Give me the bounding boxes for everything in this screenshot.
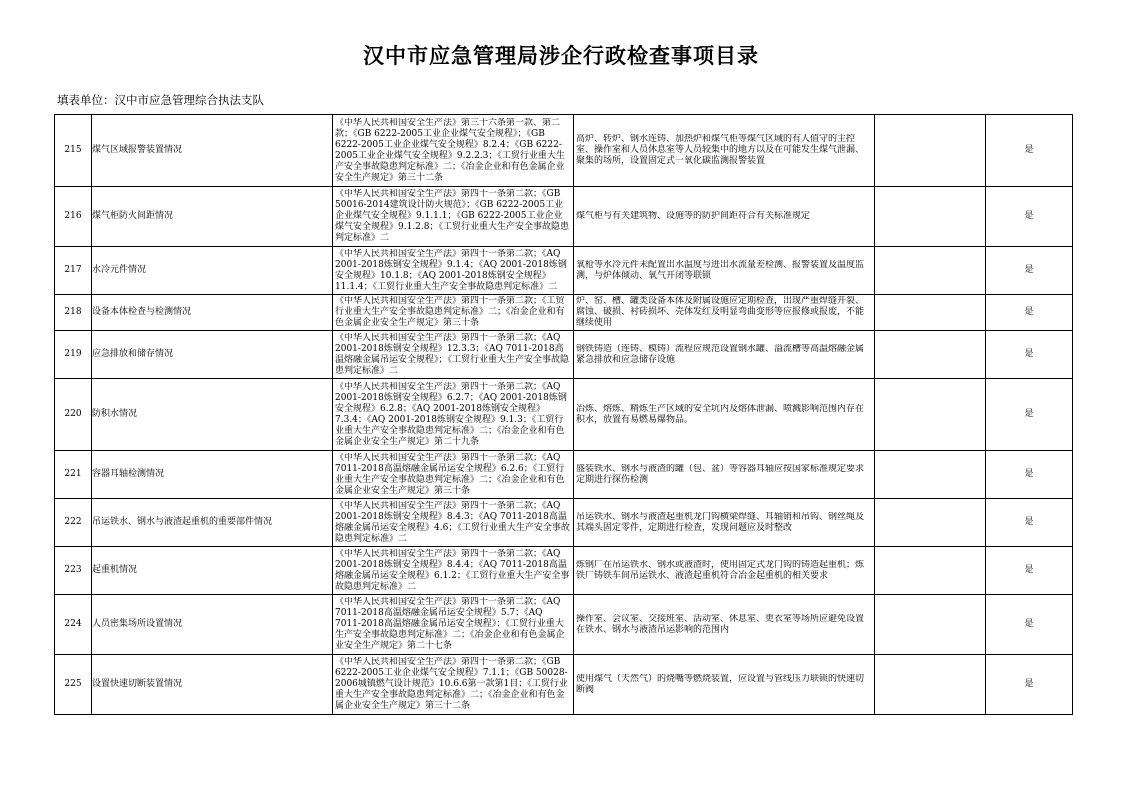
inspection-content-text: 煤气柜与有关建筑物、设施等的防护间距符合有关标准规定 bbox=[576, 211, 811, 221]
row-number: 222 bbox=[55, 499, 92, 547]
legal-basis bbox=[333, 547, 574, 595]
legal-basis bbox=[333, 331, 574, 379]
row-number: 217 bbox=[55, 247, 92, 295]
table-row bbox=[55, 499, 1073, 547]
table-row bbox=[55, 595, 1073, 655]
flag-cell: 是 bbox=[986, 451, 1073, 499]
row-number: 215 bbox=[55, 115, 92, 187]
row-number: 218 bbox=[55, 295, 92, 331]
flag-cell: 是 bbox=[986, 247, 1073, 295]
legal-basis-text: 《中华人民共和国安全生产法》第四十一条第二款；《GB 6222-2005工业企业煤气安全规程》7.1.1；《GB 50028-2006城镇燃气设计规范》10.6.6第一款第1目；《工贸行业重大生产安全事故隐患判定标准》二；《冶金企业和有色金属企业安全生产规定》第三十二条 bbox=[335, 657, 568, 711]
flag-cell: 是 bbox=[986, 295, 1073, 331]
flag-cell: 是 bbox=[986, 115, 1073, 187]
legal-basis-text: 《中华人民共和国安全生产法》第四十一条第二款；《AQ 7011-2018高温熔融金属吊运安全规程》6.2.6；《工贸行业重大生产安全事故隐患判定标准》二；《冶金企业和有色金属企业安全生产规定》第三十条 bbox=[335, 452, 565, 496]
page-title: 汉中市应急管理局涉企行政检查事项目录 bbox=[363, 44, 759, 68]
table-row bbox=[55, 379, 1073, 451]
table-row bbox=[55, 187, 1073, 247]
inspection-content-text: 操作室、会议室、交接班室、活动室、休息室、更衣室等场所应避免设置在铁水、钢水与液渣吊运影响的范围内 bbox=[576, 613, 865, 635]
row-number: 225 bbox=[55, 655, 92, 715]
fill-unit: 填表单位：汉中市应急管理综合执法支队 bbox=[57, 93, 264, 107]
legal-basis bbox=[333, 499, 574, 547]
legal-basis-text: 《中华人民共和国安全生产法》第四十一条第二款；《AQ 2001-2018炼钢安全规程》12.3.3；《AQ 7011-2018高温熔融金属吊运安全规程》；《工贸行业重大生产安全事故隐患判定标准》二 bbox=[335, 332, 570, 376]
blank-cell bbox=[875, 331, 986, 379]
blank-cell bbox=[875, 379, 986, 451]
table-row bbox=[55, 115, 1073, 187]
inspection-content-text: 炼钢厂在吊运铁水、钢水或液渣时，使用固定式龙门钩的铸造起重机；炼铁厂铸铁车间吊运铁水、液渣起重机符合冶金起重机的相关要求 bbox=[576, 559, 865, 581]
table-row bbox=[55, 655, 1073, 715]
legal-basis bbox=[333, 595, 574, 655]
inspection-content-text: 使用煤气（天然气）的烧嘴等燃烧装置，应设置与管线压力联锁的快速切断阀 bbox=[576, 673, 865, 695]
legal-basis bbox=[333, 115, 574, 187]
inspection-content-text: 盛装铁水、钢水与液渣的罐（包、盆）等容器耳轴应按国家标准规定要求定期进行探伤检测 bbox=[576, 463, 865, 485]
flag-cell: 是 bbox=[986, 655, 1073, 715]
flag-cell: 是 bbox=[986, 595, 1073, 655]
inspection-content bbox=[574, 499, 875, 547]
legal-basis bbox=[333, 295, 574, 331]
blank-cell bbox=[875, 547, 986, 595]
inspection-content bbox=[574, 655, 875, 715]
table-row bbox=[55, 547, 1073, 595]
blank-cell bbox=[875, 295, 986, 331]
row-number: 224 bbox=[55, 595, 92, 655]
legal-basis bbox=[333, 655, 574, 715]
blank-cell bbox=[875, 247, 986, 295]
inspection-content-text: 钢铁铸造（连铸、模铸）流程应规范设置钢水罐、溢流槽等高温熔融金属紧急排放和应急储存设施 bbox=[576, 343, 865, 365]
row-number: 223 bbox=[55, 547, 92, 595]
legal-basis-text: 《中华人民共和国安全生产法》第四十一条第二款；《AQ 2001-2018炼钢安全规程》8.4.3；《AQ 7011-2018高温熔融金属吊运安全规程》4.6；《工贸行业重大生产安全事故隐患判定标准》二 bbox=[335, 500, 570, 544]
inspection-content-text: 吊运铁水、钢水与液渣起重机龙门钩横梁焊缝、耳轴销和吊钩、钢丝绳及其端头固定零件，定期进行检查，发现问题应及时整改 bbox=[576, 511, 865, 533]
inspection-content bbox=[574, 547, 875, 595]
inspection-content-text: 炉、窑、槽、罐类设备本体及附属设施应定期检查，出现严重焊缝开裂、腐蚀、破损、衬砖损坏、壳体发红及明显弯曲变形等应报修或报废，不能继续使用 bbox=[576, 296, 865, 328]
inspection-item: 防积水情况 bbox=[92, 379, 333, 451]
inspection-item: 应急排放和储存情况 bbox=[92, 331, 333, 379]
table-row bbox=[55, 451, 1073, 499]
inspection-item: 吊运铁水、钢水与液渣起重机的重要部件情况 bbox=[92, 499, 333, 547]
inspection-item: 设备本体检查与检测情况 bbox=[92, 295, 333, 331]
inspection-item: 煤气柜防火间距情况 bbox=[92, 187, 333, 247]
table-row bbox=[55, 295, 1073, 331]
legal-basis bbox=[333, 451, 574, 499]
row-number: 221 bbox=[55, 451, 92, 499]
blank-cell bbox=[875, 187, 986, 247]
blank-cell bbox=[875, 451, 986, 499]
inspection-item: 设置快速切断装置情况 bbox=[92, 655, 333, 715]
inspection-item: 起重机情况 bbox=[92, 547, 333, 595]
blank-cell bbox=[875, 499, 986, 547]
row-number: 219 bbox=[55, 331, 92, 379]
flag-cell: 是 bbox=[986, 499, 1073, 547]
flag-cell: 是 bbox=[986, 331, 1073, 379]
flag-cell: 是 bbox=[986, 187, 1073, 247]
row-number: 216 bbox=[55, 187, 92, 247]
inspection-content bbox=[574, 379, 875, 451]
inspection-content-text: 氧枪等水冷元件未配置出水温度与进出水流量差检测、报警装置及温度监测，与炉体倾动、氧气开闭等联锁 bbox=[576, 259, 865, 281]
legal-basis-text: 《中华人民共和国安全生产法》第四十一条第二款；《AQ 2001-2018炼钢安全规程》6.2.7；《AQ 2001-2018炼钢安全规程》6.2.8；《AQ 2001-2018炼钢安全规程》7.3.4；《AQ 2001-2018炼钢安全规程》9.1.3；《工贸行业重大生产安全事故隐患判定标准》二；《冶金企业和有色金属企业安全生产规定》第二十九条 bbox=[335, 381, 567, 447]
inspection-item: 水冷元件情况 bbox=[92, 247, 333, 295]
blank-cell bbox=[875, 115, 986, 187]
inspection-content bbox=[574, 595, 875, 655]
legal-basis-text: 《中华人民共和国安全生产法》第四十一条第二款；《GB 50016-2014建筑设计防火规范》；《GB 6222-2005工业企业煤气安全规程》9.1.1.1；《GB 6222-2005工业企业煤气安全规程》9.1.2.8；《工贸行业重大生产安全事故隐患判定标准》二 bbox=[335, 189, 569, 243]
inspection-content bbox=[574, 295, 875, 331]
legal-basis-text: 《中华人民共和国安全生产法》第四十一条第二款；《AQ 2001-2018炼钢安全规程》9.1.4；《AQ 2001-2018炼钢安全规程》10.1.8；《AQ 2001-2018炼钢安全规程》11.1.4；《工贸行业重大生产安全事故隐患判定标准》二 bbox=[335, 248, 567, 292]
legal-basis bbox=[333, 187, 574, 247]
legal-basis bbox=[333, 379, 574, 451]
inspection-item: 煤气区域报警装置情况 bbox=[92, 115, 333, 187]
legal-basis-text: 《中华人民共和国安全生产法》第三十六条第一款、第二款；《GB 6222-2005工业企业煤气安全规程》；《GB 6222-2005工业企业煤气安全规程》8.2.4；《GB 6222-2005工业企业煤气安全规程》9.2.2.3；《工贸行业重大生产安全事故隐患判定标准》二；《冶金企业和有色金属企业安全生产规定》第三十二条 bbox=[335, 117, 565, 183]
inspection-content bbox=[574, 115, 875, 187]
table-row bbox=[55, 331, 1073, 379]
inspection-item: 容器耳轴检测情况 bbox=[92, 451, 333, 499]
legal-basis-text: 《中华人民共和国安全生产法》第四十一条第二款；《工贸行业重大生产安全事故隐患判定标准》二；《冶金企业和有色金属企业安全生产规定》第三十条 bbox=[335, 296, 565, 328]
inspection-content bbox=[574, 451, 875, 499]
row-number: 220 bbox=[55, 379, 92, 451]
legal-basis bbox=[333, 247, 574, 295]
inspection-table bbox=[54, 114, 1073, 715]
flag-cell: 是 bbox=[986, 379, 1073, 451]
legal-basis-text: 《中华人民共和国安全生产法》第四十一条第二款；《AQ 2001-2018炼钢安全规程》8.4.4；《AQ 7011-2018高温熔融金属吊运安全规程》6.1.2；《工贸行业重大生产安全事故隐患判定标准》二 bbox=[335, 548, 570, 592]
inspection-content-text: 高炉、转炉、钢水连铸、加热炉和煤气柜等煤气区域的有人值守的主控室、操作室和人员休息室等人员较集中的地方以及在可能发生煤气泄漏、聚集的场所，设置固定式一氧化碳监测报警装置 bbox=[576, 134, 865, 166]
blank-cell bbox=[875, 595, 986, 655]
inspection-content-text: 冶炼、熔炼、精炼生产区域的安全坑内及熔体泄漏、喷溅影响范围内存在积水，放置有易燃易爆物品。 bbox=[576, 403, 865, 425]
inspection-item: 人员密集场所设置情况 bbox=[92, 595, 333, 655]
flag-cell: 是 bbox=[986, 547, 1073, 595]
inspection-content bbox=[574, 331, 875, 379]
table-row bbox=[55, 247, 1073, 295]
legal-basis-text: 《中华人民共和国安全生产法》第四十一条第二款；《AQ 7011-2018高温熔融金属吊运安全规程》5.7；《AQ 7011-2018高温熔融金属吊运安全规程》；《工贸行业重大生产安全事故隐患判定标准》二；《冶金企业和有色金属企业安全生产规定》第二十七条 bbox=[335, 597, 565, 651]
inspection-content bbox=[574, 187, 875, 247]
inspection-content bbox=[574, 247, 875, 295]
blank-cell bbox=[875, 655, 986, 715]
